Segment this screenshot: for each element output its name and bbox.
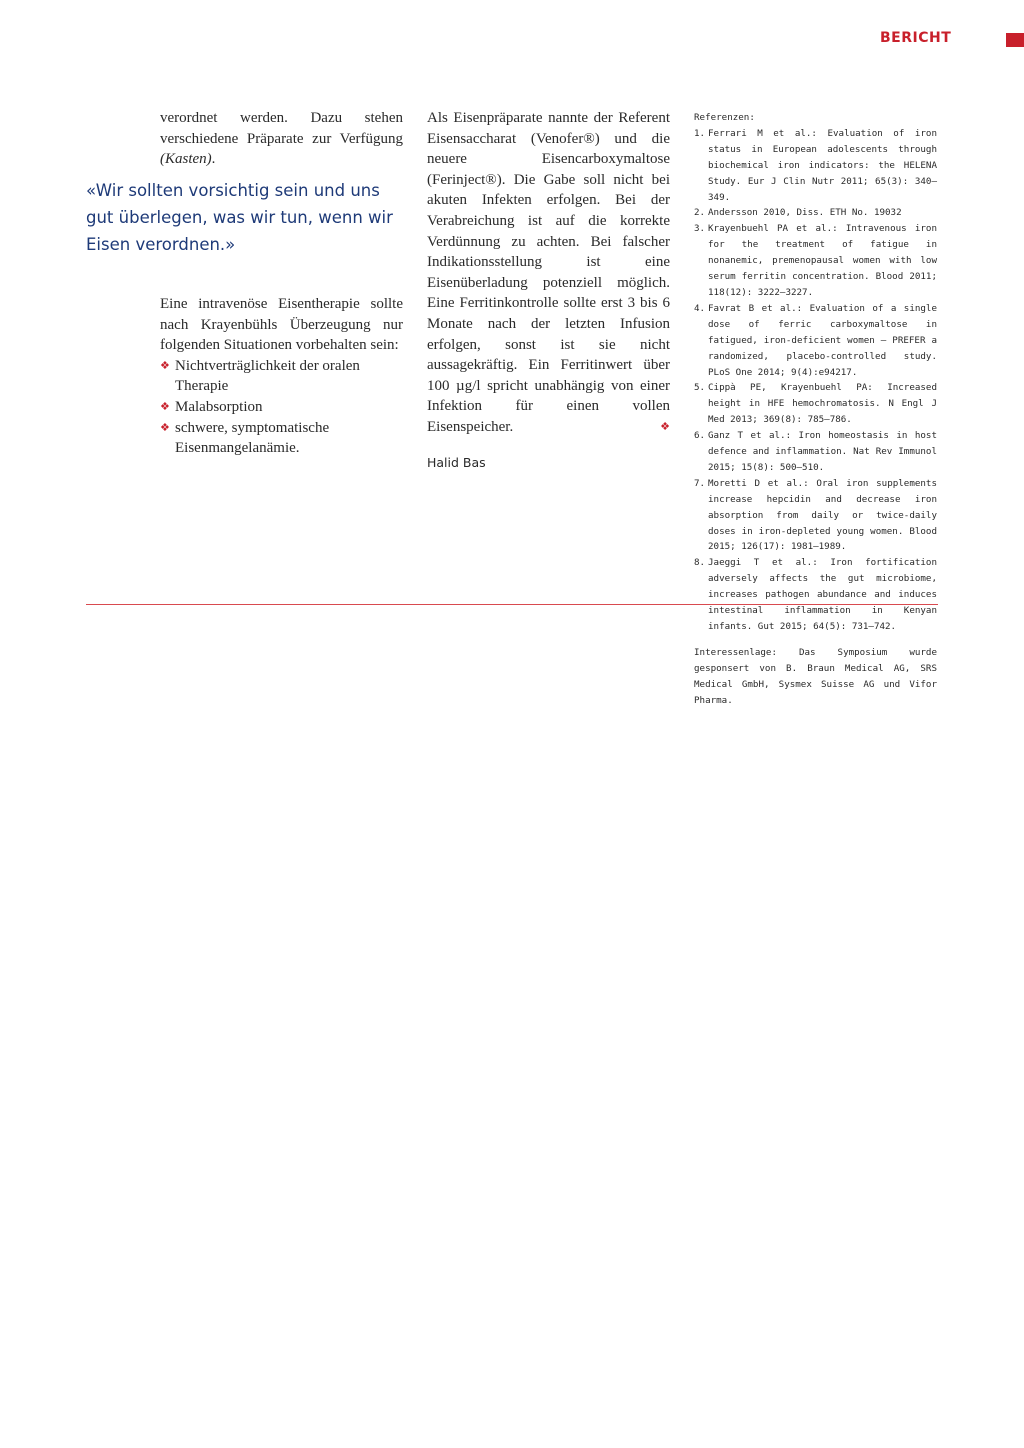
column-2	[427, 108, 670, 470]
author-name: Halid Bas	[427, 454, 486, 470]
reference-item	[694, 476, 937, 556]
reference-item	[694, 380, 937, 428]
reference-item	[694, 205, 937, 221]
section-marker	[1006, 33, 1024, 47]
reference-item	[694, 301, 937, 381]
reference-text: Moretti D et al.: Oral iron supplements increase hepcidin and decrease iron absorption from daily or twice-daily doses in iron-depleted young women. Blood 2015; 126(17): 1981–1989.	[708, 477, 937, 553]
diamond-bullet-icon: ❖	[160, 421, 170, 434]
indication-section	[160, 294, 403, 459]
references-section	[694, 110, 937, 718]
intro-text: verordnet werden. Dazu stehen verschiedene Präparate zur Verfügung	[160, 110, 403, 147]
reference-text: Favrat B et al.: Evaluation of a single dose of ferric carboxymaltose in fatigued, iron-deficient women — PREFER a randomized, placebo-controlled study. PLoS One 2014; 9(4):e94217.	[708, 302, 937, 378]
list-item	[160, 356, 403, 397]
references-title: Referenzen:	[694, 112, 755, 123]
reference-text: Ferrari M et al.: Evaluation of iron status in European adolescents through biochemical iron indicators: the HELENA Study. Eur J Clin Nutr 2011; 65(3): 340–349.	[708, 127, 937, 203]
kasten-reference: (Kasten)	[160, 151, 212, 168]
reference-text: Jaeggi T et al.: Iron fortification adversely affects the gut microbiome, increases pathogen abundance and induces intestinal inflammation in Kenyan infants. Gut 2015; 64(5): 731–742.	[708, 557, 937, 632]
reference-number: 2.	[694, 207, 706, 219]
list-item-text: Malabsorption	[175, 398, 263, 415]
preparations-text: Als Eisenpräparate nannte der Referent Eisensaccharat (Venofer®) und die neuere Eisencarboxymaltose (Ferinject®). Die Gabe soll nicht bei akuten Infekten erfolgen. Bei der Verabreichung ist auf die korrekte Verdünnung zu achten. Bei falscher Indikationsstellung ist eine Eisenüberladung potenziell möglich. Eine Ferritinkontrolle sollte erst 3 bis 6 Monate nach der letzten Infusion erfolgen, sonst ist sie nicht aussagekräftig. Ein Ferritinwert über 100 µg/l spricht unabhängig von einer Infektion für einen vollen Eisenspeicher.	[427, 110, 670, 435]
reference-text: Krayenbuehl PA et al.: Intravenous iron for the treatment of fatigue in nonanemic, premenopausal women with low serum ferritin concentration. Blood 2011; 118(12): 3222–3227.	[708, 223, 937, 298]
reference-item	[694, 555, 937, 635]
reference-text: Cippà PE, Krayenbuehl PA: Increased height in HFE hemochromatosis. N Engl J Med 2013; 369(8): 785–786.	[708, 382, 937, 426]
reference-item	[694, 428, 937, 476]
preparations-paragraph	[427, 108, 670, 438]
reference-text: Ganz T et al.: Iron homeostasis in host defence and inflammation. Nat Rev Immunol 2015; 15(8): 500–510.	[708, 430, 937, 473]
intro-period: .	[211, 151, 216, 168]
diamond-bullet-icon: ❖	[160, 359, 170, 372]
reference-list	[694, 126, 937, 635]
list-item-text: schwere, symptomatische Eisenmangelanämie.	[175, 419, 330, 457]
reference-number: 5.	[694, 382, 706, 394]
reference-number: 4.	[694, 302, 706, 314]
reference-item	[694, 126, 937, 206]
reference-text: Andersson 2010, Diss. ETH No. 19032	[708, 207, 902, 219]
section-label: BERICHT	[880, 30, 952, 46]
end-mark-icon: ❖	[660, 420, 670, 433]
reference-number: 6.	[694, 430, 706, 442]
indication-list	[160, 356, 403, 459]
reference-number: 8.	[694, 557, 706, 569]
indication-paragraph: Eine intravenöse Eisentherapie sollte nach Krayenbühls Überzeugung nur folgenden Situationen vorbehalten sein:	[160, 296, 403, 354]
list-item	[160, 418, 403, 459]
list-item-text: Nichtverträglichkeit der oralen Therapie	[175, 357, 360, 395]
intro-paragraph	[160, 108, 403, 170]
diamond-bullet-icon: ❖	[160, 400, 170, 413]
conflict-of-interest: Interessenlage: Das Symposium wurde gesponsert von B. Braun Medical AG, SRS Medical GmbH, Sysmex Suisse AG und Vifor Pharma.	[694, 646, 937, 706]
reference-item	[694, 221, 937, 301]
list-item	[160, 397, 403, 418]
section-divider	[86, 604, 938, 605]
reference-number: 3.	[694, 223, 706, 235]
reference-number: 1.	[694, 127, 706, 139]
reference-number: 7.	[694, 477, 706, 489]
pull-quote: «Wir sollten vorsichtig sein und uns gut überlegen, was wir tun, wenn wir Eisen verordnen.»	[86, 181, 393, 254]
